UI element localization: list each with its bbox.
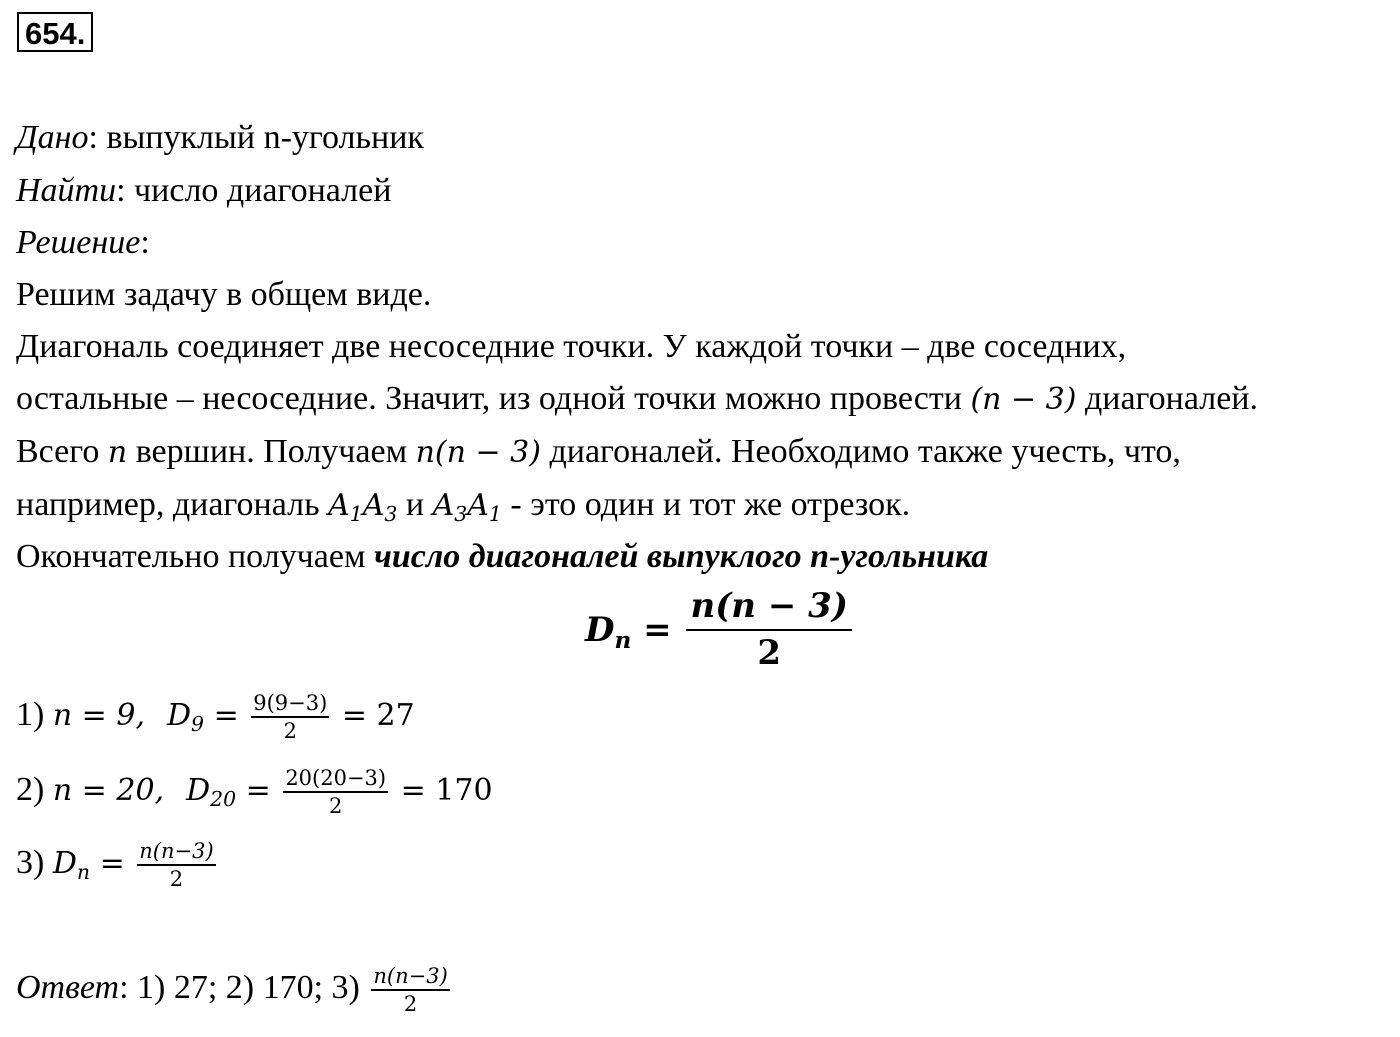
find-label: Найти <box>16 172 117 209</box>
item-2-index: 2) <box>16 771 53 808</box>
item-2-d: $D_{20}$ <box>186 773 237 812</box>
item-3-denominator: 2 <box>169 866 184 891</box>
item-1-fraction <box>251 692 329 743</box>
paragraph-5 <box>16 485 910 526</box>
paragraph-1-text: Решим задачу в общем виде. <box>16 276 432 313</box>
segment-a1a3: $A_1A_3$ <box>328 488 398 527</box>
item-3-equals: = <box>90 846 135 881</box>
problem-number: 654. <box>17 12 93 52</box>
item-3 <box>16 838 219 891</box>
item-1-index: 1) <box>16 696 53 733</box>
formula-fraction <box>686 588 851 673</box>
item-1-equals: = <box>204 698 249 733</box>
paragraph-3-text-b: диагоналей. <box>1076 380 1258 417</box>
vertex-count-var: n <box>107 435 128 470</box>
formula-lhs: $D_n$ <box>585 610 632 655</box>
find-line <box>16 171 391 211</box>
item-2-denominator: 2 <box>329 793 343 818</box>
given-text: : выпуклый n-угольник <box>88 119 424 156</box>
given-line <box>16 118 424 158</box>
item-3-fraction <box>137 840 215 891</box>
segment-a3a1: $A_3A_1$ <box>432 488 502 527</box>
answer-line <box>16 963 453 1016</box>
total-diagonals-expr: n(n − 3) <box>415 435 541 470</box>
paragraph-5-text-a: например, диагональ <box>16 486 329 523</box>
item-2-result: = 170 <box>391 773 493 808</box>
item-2-condition: n = 20, <box>52 773 165 808</box>
answer-label: Ответ <box>16 969 120 1006</box>
paragraph-4-text-b: вершин. Получаем <box>127 433 416 470</box>
paragraph-4 <box>16 432 1181 473</box>
paragraph-6 <box>16 537 988 577</box>
paragraph-1 <box>16 275 431 315</box>
item-2-equals: = <box>236 773 281 808</box>
find-text: : число диагоналей <box>116 172 392 209</box>
item-1-denominator: 2 <box>283 718 297 743</box>
solution-line <box>16 223 150 263</box>
paragraph-3-text-a: остальные – несоседние. Значит, из одной точки можно провести <box>16 380 971 417</box>
given-label: Дано <box>16 119 89 156</box>
item-2-numerator: 20(20−3) <box>285 765 387 790</box>
paragraph-6-text: Окончательно получаем <box>16 538 374 575</box>
item-2 <box>16 765 493 818</box>
formula-numerator: n(n − 3) <box>690 586 848 626</box>
item-3-numerator: n(n−3) <box>139 838 214 863</box>
answer-text: : 1) 27; 2) 170; 3) <box>119 969 369 1006</box>
main-formula <box>585 588 855 673</box>
item-3-d: $D_n$ <box>52 846 91 885</box>
conclusion-bold: число диагоналей выпуклого n-угольника <box>373 538 989 575</box>
item-3-index: 3) <box>16 844 53 881</box>
paragraph-4-text-a: Всего <box>16 433 108 470</box>
answer-fraction <box>371 965 449 1016</box>
paragraph-5-text-b: - это один и тот же отрезок. <box>501 486 911 523</box>
item-2-fraction <box>283 767 388 818</box>
solution-text: : <box>140 224 150 261</box>
item-1-result: = 27 <box>332 698 415 733</box>
answer-denominator: 2 <box>403 991 418 1016</box>
paragraph-5-text-mid: и <box>397 486 433 523</box>
answer-numerator: n(n−3) <box>373 963 448 988</box>
diagonals-per-vertex-expr: (n − 3) <box>970 382 1077 417</box>
formula-equals: = <box>631 610 684 651</box>
paragraph-3 <box>16 379 1258 420</box>
item-1 <box>16 690 415 743</box>
solution-label: Решение <box>16 224 141 261</box>
formula-denominator: 2 <box>757 633 782 674</box>
item-1-condition: n = 9, <box>52 698 145 733</box>
paragraph-2 <box>16 327 1126 367</box>
paragraph-4-text-c: диагоналей. Необходимо также учесть, что, <box>540 433 1181 470</box>
paragraph-2-text: Диагональ соединяет две несоседние точки. У каждой точки – две соседних, <box>16 328 1127 365</box>
item-1-d: $D_9$ <box>166 698 205 737</box>
item-1-numerator: 9(9−3) <box>253 690 328 715</box>
